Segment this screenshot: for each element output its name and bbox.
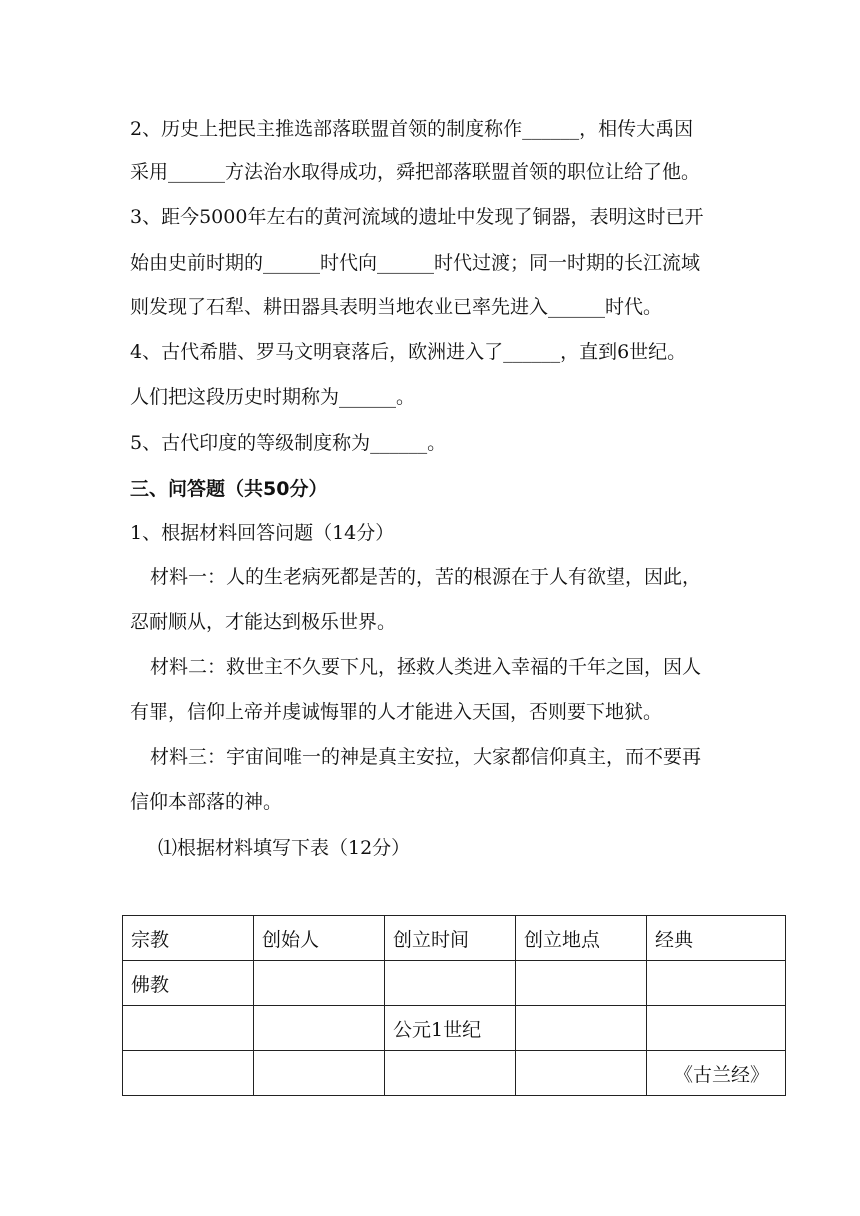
sub-question-1: ⑴根据材料填写下表（12分） (158, 837, 411, 859)
material-3-line-1: 材料三：宇宙间唯一的神是真主安拉，大家都信仰真主，而不要再 (150, 746, 702, 768)
table-cell (254, 1051, 385, 1096)
table-cell (254, 1006, 385, 1051)
q5-line-1: 5、古代印度的等级制度称为______。 (130, 432, 447, 454)
table-header-cell: 创立时间 (385, 916, 516, 961)
table-header-cell: 创始人 (254, 916, 385, 961)
q2-line-1: 2、历史上把民主推选部落联盟首领的制度称作______，相传大禹因 (130, 118, 694, 140)
q3-line-2: 始由史前时期的______时代向______时代过渡；同一时期的长江流域 (130, 252, 701, 274)
table-cell (647, 961, 786, 1006)
table-cell (516, 1006, 647, 1051)
religion-table (122, 915, 786, 1096)
q3-line-1: 3、距今5000年左右的黄河流域的遗址中发现了铜器，表明这时已开 (130, 206, 704, 228)
table-cell (123, 1006, 254, 1051)
table-cell (385, 1051, 516, 1096)
material-1-line-1: 材料一：人的生老病死都是苦的，苦的根源在于人有欲望，因此， (150, 566, 702, 588)
q4-line-1: 4、古代希腊、罗马文明衰落后，欧洲进入了______，直到6世纪。 (130, 341, 687, 363)
table-cell (516, 1051, 647, 1096)
material-2-line-1: 材料二：救世主不久要下凡，拯救人类进入幸福的千年之国，因人 (150, 656, 702, 678)
material-2-line-2: 有罪，信仰上帝并虔诚悔罪的人才能进入天国，否则要下地狱。 (130, 701, 663, 723)
table-cell (647, 1006, 786, 1051)
table-cell (254, 961, 385, 1006)
q4-line-2: 人们把这段历史时期称为______。 (130, 386, 416, 408)
q3-line-3: 则发现了石犁、耕田器具表明当地农业已率先进入______时代。 (130, 296, 663, 318)
table-header-row (123, 916, 786, 961)
table-header-cell: 宗教 (123, 916, 254, 961)
table-cell: 佛教 (123, 961, 254, 1006)
table-cell: 《古兰经》 (647, 1051, 786, 1096)
table-row (123, 1051, 786, 1096)
table-header-cell: 创立地点 (516, 916, 647, 961)
table-cell: 公元1世纪 (385, 1006, 516, 1051)
material-1-line-2: 忍耐顺从，才能达到极乐世界。 (130, 611, 397, 633)
table-header-cell: 经典 (647, 916, 786, 961)
section-heading: 三、问答题（共50分） (130, 478, 328, 500)
q2-line-2: 采用______方法治水取得成功，舜把部落联盟首领的职位让给了他。 (130, 161, 701, 183)
material-3-line-2: 信仰本部落的神。 (130, 791, 283, 813)
table-row (123, 961, 786, 1006)
table-cell (123, 1051, 254, 1096)
table-row (123, 1006, 786, 1051)
question-1-title: 1、根据材料回答问题（14分） (130, 522, 395, 544)
table-cell (385, 961, 516, 1006)
table-cell (516, 961, 647, 1006)
